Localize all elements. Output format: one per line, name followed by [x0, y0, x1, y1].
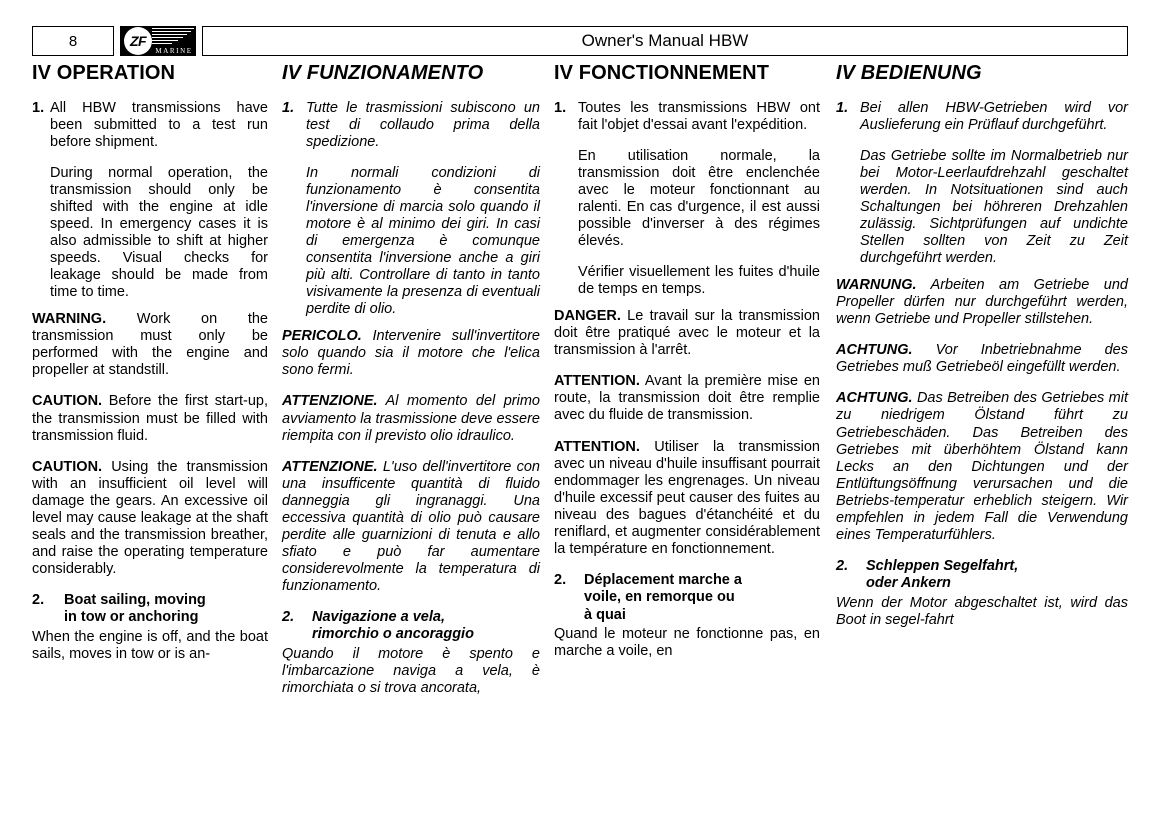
notice-body: Le travail sur la transmission doit être pratiqué avec le moteur et la transmission à l'arrêt.: [554, 308, 820, 359]
document-title: Owner's Manual HBW: [581, 31, 749, 50]
notice-body: Arbeiten am Getriebe und Propeller dürfen nur durchgeführt werden, wenn Getriebe und Propeller stillstehen.: [836, 277, 1128, 328]
notice-body: Work on the transmission must only be performed with the engine and propeller at standstill.: [32, 311, 268, 379]
notice-attention-first-startup: [282, 393, 540, 444]
paragraph: Bei allen HBW-Getrieben wird vor Auslieferung ein Prüflauf durchgeführt.: [860, 100, 1128, 134]
notice-danger: [282, 328, 540, 379]
notice-warning: [836, 277, 1128, 328]
notice-danger: [554, 308, 820, 359]
item-number: 2.: [32, 591, 45, 608]
zf-speedlines-icon: [152, 28, 194, 46]
notice-lead: ATTENZIONE.: [282, 393, 378, 410]
notice-body: Vor Inbetriebnahme des Getriebes muß Getriebeöl eingefüllt werden.: [836, 342, 1128, 376]
paragraph: Vérifier visuellement les fuites d'huile de temps en temps.: [578, 264, 820, 298]
item-heading-line: Schleppen Segelfahrt,: [866, 557, 1019, 574]
content-columns: [0, 62, 1157, 816]
notice-lead: PERICOLO.: [282, 328, 362, 345]
notice-body: Intervenire sull'invertitore solo quando sia il motore che l'elica sono fermi.: [282, 328, 540, 379]
item-heading-line: voile, en remorque ou: [584, 589, 735, 606]
paragraph: In normali condizioni di funzionamento è consentita l'inversione di marcia solo quando il motore è al minimo dei giri. In casi di emergenza è comunque consentita l'inversione anche a giri più alti. Controllare di tanto in tanto visivamente la presenza di eventuali perdite di olio.: [306, 165, 540, 318]
notice-attention-oil-level: [282, 459, 540, 595]
paragraph: Wenn der Motor abgeschaltet ist, wird das Boot in segel-fahrt: [836, 594, 1128, 628]
notice-attention-oil-level: [836, 390, 1128, 543]
page-number-box: [32, 26, 114, 56]
zf-marine-logo: [120, 26, 196, 56]
notice-attention-oil-level: [554, 439, 820, 558]
paragraph: During normal operation, the transmission should only be shifted with the engine at idle speed. In emergency cases it is also admissible to shift at higher speeds. Visual checks for leakage should be made from time to time.: [50, 165, 268, 301]
paragraph: When the engine is off, and the boat sails, moves in tow or is an-: [32, 628, 268, 662]
item-heading-line: rimorchio o ancoraggio: [312, 626, 474, 643]
list-item: [836, 100, 1128, 267]
zf-monogram: ZF: [129, 33, 147, 49]
list-item: [554, 100, 820, 298]
notice-body: Using the transmission with an insufficient oil level will damage the gears. An excessive oil level may cause leakage at the shaft seals and the transmission breather, and raise the operating temperature considerably.: [32, 458, 268, 577]
notice-lead: WARNING.: [32, 311, 107, 328]
item-number: 1.: [836, 100, 849, 116]
notice-lead: CAUTION.: [32, 458, 103, 475]
notice-lead: ATTENZIONE.: [282, 458, 378, 475]
zf-roundel-icon: [124, 27, 152, 55]
item-heading-line: Navigazione a vela,: [312, 608, 445, 625]
item-heading-line: Déplacement marche a: [584, 571, 742, 588]
notice-lead: ACHTUNG.: [836, 390, 913, 407]
section-title-german: IV BEDIENUNG: [836, 62, 982, 84]
list-item: [32, 100, 268, 301]
page-header: [32, 26, 1128, 56]
notice-caution-oil-level: [32, 459, 268, 578]
notice-lead: ATTENTION.: [554, 373, 640, 390]
item-number: 2.: [836, 557, 849, 574]
item-heading-line: in tow or anchoring: [64, 609, 199, 626]
item-number: 1.: [282, 100, 295, 116]
item-number: 1.: [554, 100, 567, 116]
list-item: [554, 572, 820, 624]
paragraph: Das Getriebe sollte im Normalbetrieb nur bei Motor-Leerlaufdrehzahl geschaltet werden. In Notsituationen sind auch Schaltungen bei höhreren Drehzahlen zulässig. Sichtprüfungen auf undichte Stellen sollten von Zeit zu Zeit durchgeführt werden.: [860, 148, 1128, 267]
section-title-french: IV FONCTIONNEMENT: [554, 62, 770, 84]
list-item: [282, 609, 540, 644]
notice-body: Utiliser la transmission avec un niveau d'huile insuffisant pourrait endommager les engrenages. Un niveau d'huile excessif peut causer des fuites au niveau des bagues d'étanchéité et du reniflard, et augmenter considérablement la température en fonctionnement.: [554, 438, 820, 557]
paragraph: Tutte le trasmissioni subiscono un test di collaudo prima della spedizione.: [306, 100, 540, 151]
paragraph: En utilisation normale, la transmission doit être enclenchée avec le moteur fonctionnant au ralenti. En cas d'urgence, il est aussi possible d'inverser à des régimes élevés.: [578, 148, 820, 250]
list-item: [32, 592, 268, 627]
paragraph: Toutes les transmissions HBW ont fait l'objet d'essai avant l'expédition.: [578, 100, 820, 134]
paragraph: Quando il motore è spento e l'imbarcazione naviga a vela, è rimorchiata o si trova ancorata,: [282, 645, 540, 696]
page-number: 8: [68, 32, 78, 50]
notice-lead: WARNUNG.: [836, 277, 917, 294]
notice-lead: DANGER.: [554, 308, 621, 325]
notice-attention-first-startup: [554, 373, 820, 424]
list-item: [836, 558, 1128, 593]
column-italian: [282, 62, 554, 816]
notice-caution-first-startup: [32, 393, 268, 444]
item-number: 2.: [282, 608, 295, 625]
item-heading-line: oder Ankern: [866, 575, 951, 592]
paragraph: All HBW transmissions have been submitted to a test run before shipment.: [50, 100, 268, 151]
notice-lead: ACHTUNG.: [836, 342, 913, 359]
notice-warning: [32, 311, 268, 379]
item-heading-line: Boat sailing, moving: [64, 591, 206, 608]
paragraph: Quand le moteur ne fonctionne pas, en marche a voile, en: [554, 625, 820, 659]
section-title-english: IV OPERATION: [32, 62, 176, 84]
column-french: [554, 62, 836, 816]
item-number: 1.: [32, 100, 45, 116]
list-item: [282, 100, 540, 318]
column-german: [836, 62, 1157, 816]
notice-body: L'uso dell'invertitore con una insufficente quantità di fluido danneggia gli ingranaggi. Una eccessiva quantità di olio può causare perdite alle guarnizioni di tenuta e allo sfiato e può far aumentare considerevolmente la temperatura di funzionamento.: [282, 458, 540, 594]
zf-wordmark: MARINE: [155, 47, 193, 55]
item-heading-line: à quai: [584, 606, 626, 623]
notice-lead: CAUTION.: [32, 393, 103, 410]
item-number: 2.: [554, 571, 567, 588]
notice-body: Al momento del primo avviamento la trasmissione deve essere riempita con il previsto olio idraulico.: [282, 393, 540, 444]
notice-body: Avant la première mise en route, la transmission doit être remplie avec du fluide de transmission.: [554, 373, 820, 424]
section-title-italian: IV FUNZIONAMENTO: [282, 62, 484, 84]
document-title-box: [202, 26, 1128, 56]
notice-lead: ATTENTION.: [554, 438, 640, 455]
notice-body: Before the first start-up, the transmission must be filled with transmission fluid.: [32, 393, 268, 444]
notice-body: Das Betreiben des Getriebes mit zu niedrigem Ölstand führt zu Getriebeschäden. Das Betreiben des Getriebes mit überhöhtem Ölstand kann Lecks an den Dichtungen und der Entlüftungsöffnung verursachen und die Betriebs-temperatur erheblich steigern. Wir empfehlen in jedem Fall die Verwendung eines Temperaturfühlers.: [836, 390, 1128, 543]
column-english: [0, 62, 282, 816]
notice-attention-first-startup: [836, 342, 1128, 376]
